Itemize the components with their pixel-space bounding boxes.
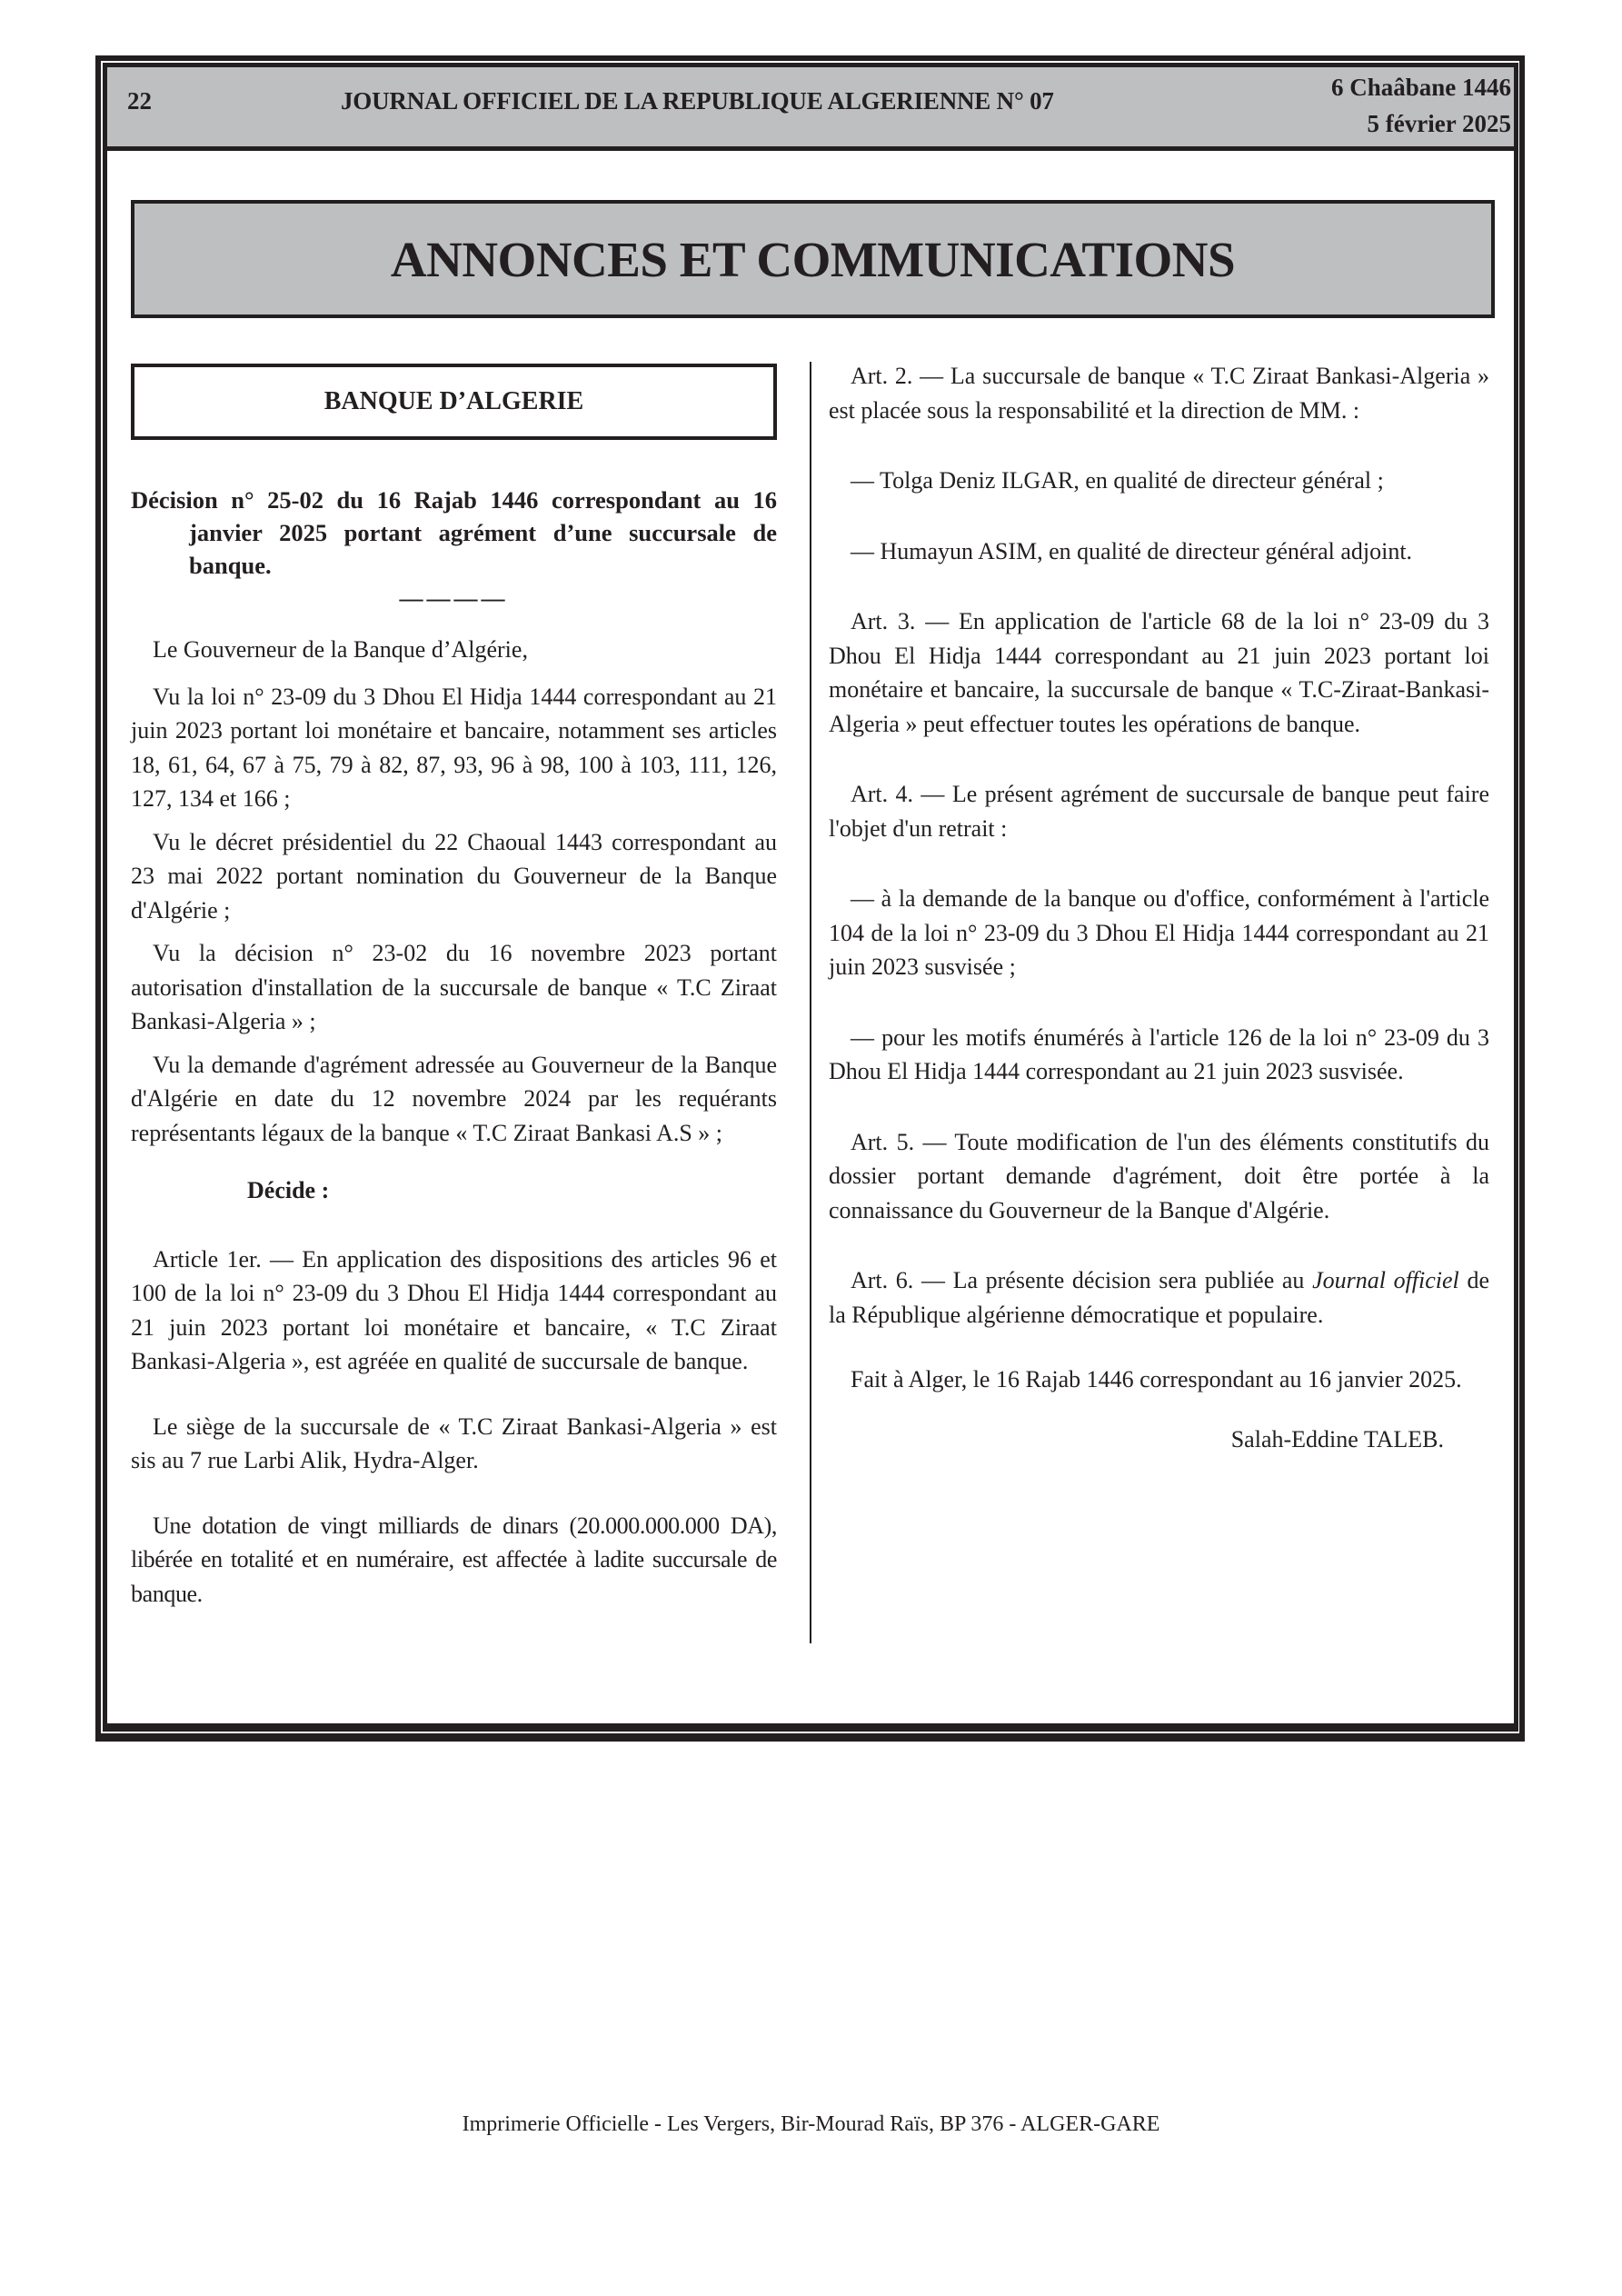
hijri-date: 6 Chaâbane 1446 — [1330, 74, 1511, 101]
article-6 — [829, 1263, 1489, 1332]
director-item: — Tolga Deniz ILGAR, en qualité de directeur général ; — [851, 467, 1384, 494]
article-6-text: Art. 6. — La présente décision sera publiée au — [851, 1267, 1313, 1293]
closing-line: Fait à Alger, le 16 Rajab 1446 correspondant au 16 janvier 2025. — [851, 1366, 1462, 1393]
decide-heading: Décide : — [247, 1177, 330, 1203]
journal-officiel-italic: Journal officiel — [1312, 1267, 1459, 1293]
article-6-text-end: de la République algérienne démocratique et populaire. — [829, 1267, 1489, 1328]
preamble-paragraph: Vu le décret présidentiel du 22 Chaoual 1443 correspondant au 23 mai 2022 portant nomination du Gouverneur de la Banque d'Algérie ; — [131, 828, 777, 923]
organization-name: BANQUE D’ALGERIE — [323, 387, 584, 415]
gregorian-date: 5 février 2025 — [1367, 110, 1511, 137]
page-number: 22 — [127, 87, 152, 115]
title-separator: ———— — [399, 585, 509, 612]
issue-date — [1331, 69, 1511, 142]
withdrawal-item: — pour les motifs énumérés à l'article 126 de la loi n° 23-09 du 3 Dhou El Hidja 1444 correspondant au 21 juin 2023 susvisée. — [829, 1023, 1489, 1084]
article-1-paragraph: Le siège de la succursale de « T.C Ziraat Bankasi-Algeria » est sis au 7 rue Larbi Alik, Hydra-Alger. — [131, 1413, 777, 1473]
article-1-paragraph: Article 1er. — En application des dispositions des articles 96 et 100 de la loi n° 23-09 du 3 Dhou El Hidja 1444 correspondant au 21 juin 2023 portant loi monétaire et bancaire, « T.C Ziraat Bankasi-Algeria », est agréée en qualité de succursale de banque. — [131, 1245, 777, 1374]
preamble-paragraph: Le Gouverneur de la Banque d’Algérie, — [153, 636, 528, 663]
signature: Salah-Eddine TALEB. — [1230, 1425, 1444, 1452]
article-4-intro: Art. 4. — Le présent agrément de succursale de banque peut faire l'objet d'un retrait : — [829, 781, 1489, 842]
article-1-paragraph: Une dotation de vingt milliards de dinars (20.000.000.000 DA), libérée en totalité et en numéraire, est affectée à ladite succursale de banque. — [131, 1512, 777, 1607]
withdrawal-item: — à la demande de la banque ou d'office, conformément à l'article 104 de la loi n° 23-09 du 3 Dhou El Hidja 1444 correspondant au 21 juin 2023 susvisée ; — [829, 885, 1489, 980]
preamble-paragraph: Vu la demande d'agrément adressée au Gouverneur de la Banque d'Algérie en date du 12 novembre 2024 par les requérants représentants légaux de la banque « T.C Ziraat Bankasi A.S » ; — [131, 1051, 777, 1146]
organization-box — [131, 364, 777, 440]
director-item: — Humayun ASIM, en qualité de directeur général adjoint. — [851, 537, 1413, 564]
section-banner — [131, 200, 1495, 318]
right-column — [829, 359, 1489, 1465]
preamble-paragraph: Vu la loi n° 23-09 du 3 Dhou El Hidja 1444 correspondant au 21 juin 2023 portant loi monétaire et bancaire, notamment ses articles 18, 61, 64, 67 à 75, 79 à 82, 87, 93, 96 à 98, 100 à 103, 111, 126, 127, 134 et 166 ; — [131, 683, 777, 812]
journal-title: JOURNAL OFFICIEL DE LA REPUBLIQUE ALGERIENNE N° 07 — [341, 87, 1054, 115]
decision-title: Décision n° 25-02 du 16 Rajab 1446 correspondant au 16 janvier 2025 portant agrément d’une succursale de banque. — [131, 486, 777, 579]
article-5: Art. 5. — Toute modification de l'un des éléments constitutifs du dossier portant demande d'agrément, doit être portée à la connaissance du Gouverneur de la Banque d'Algérie. — [829, 1128, 1489, 1223]
section-title: ANNONCES ET COMMUNICATIONS — [390, 231, 1236, 287]
preamble-paragraph: Vu la décision n° 23-02 du 16 novembre 2023 portant autorisation d'installation de la succursale de banque « T.C Ziraat Bankasi-Algeria » ; — [131, 940, 777, 1034]
column-divider — [810, 362, 811, 1643]
left-column — [131, 484, 777, 1620]
article-2-intro: Art. 2. — La succursale de banque « T.C Ziraat Bankasi-Algeria » est placée sous la responsabilité et la direction de MM. : — [829, 363, 1489, 424]
printer-footer: Imprimerie Officielle - Les Vergers, Bir-Mourad Raïs, BP 376 - ALGER-GARE — [462, 2112, 1160, 2136]
article-3: Art. 3. — En application de l'article 68 de la loi n° 23-09 du 3 Dhou El Hidja 1444 correspondant au 21 juin 2023 portant loi monétaire et bancaire, la succursale de banque « T.C-Ziraat-Bankasi-Algeria » peut effectuer toutes les opérations de banque. — [829, 608, 1489, 737]
